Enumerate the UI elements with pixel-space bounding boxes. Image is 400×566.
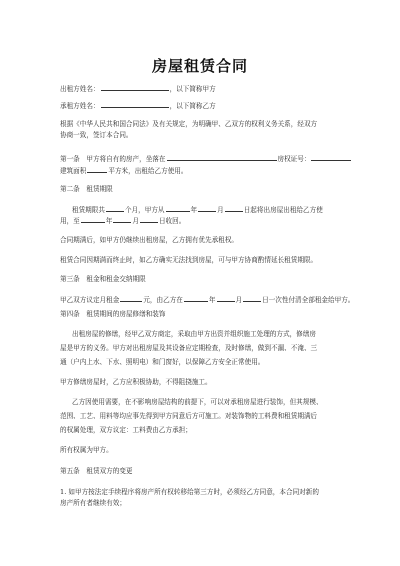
- term-text-d: 月: [217, 206, 224, 214]
- article-4-para-1-line-3: 通（户内上水、下水、照明电）和门窗好，以保障乙方安全正常使用。: [60, 358, 265, 366]
- article-3-para-1: [60, 294, 354, 305]
- lessor-line: [60, 83, 216, 94]
- pay-year-blank[interactable]: [184, 294, 208, 302]
- pay-month-blank[interactable]: [217, 294, 235, 302]
- article-4-heading: 第四条 租赁期间的房屋修缮和装饰: [60, 310, 166, 318]
- lessor-name-blank[interactable]: [101, 83, 169, 91]
- area-blank[interactable]: [87, 165, 107, 173]
- end-day-blank[interactable]: [140, 215, 158, 223]
- article-4-para-1-line-2: 屋是甲方的义务。甲方对出租房屋及其设备应定期检查，及时修缮，做到不漏、不淹、三: [60, 344, 318, 352]
- intro-line-1: 根据《中华人民共和国合同法》及有关规定，为明确甲、乙双方的权利义务关系，经双方: [60, 120, 318, 128]
- rent-text-d: 月: [235, 296, 243, 304]
- start-month-blank[interactable]: [198, 204, 216, 212]
- lessor-suffix: ，以下简称甲方: [169, 85, 216, 93]
- intro-line-2: 协商一致，签订本合同。: [60, 131, 133, 139]
- article-2-para-1-line-2: [60, 215, 185, 226]
- article-4-para-1-line-1: 出租房屋的修缮，经甲乙双方商定，采取由甲方出资并组织施工处理的方式，修缮房: [72, 330, 316, 338]
- address-blank[interactable]: [167, 153, 277, 161]
- area-suffix: 平方米，出租给乙方使用。: [108, 167, 188, 175]
- term-text-f: 用，至: [60, 217, 80, 225]
- rent-text-e: 日一次性付清全部租金给甲方。: [262, 296, 355, 304]
- lessee-name-blank[interactable]: [101, 100, 169, 108]
- term-text-e: 日起将出房屋出租给乙方使: [243, 206, 323, 214]
- term-text-h: 月: [132, 217, 139, 225]
- article-2-para-3: 租赁合同因期满而终止时，如乙方确实无法找到房屋，可与甲方协商酌情延长租赁期限。: [60, 256, 318, 264]
- article-5-heading: 第五条 租赁双方的变更: [60, 467, 133, 475]
- lessor-label: 出租方姓名：: [60, 85, 100, 93]
- term-text-b: 个月，甲方从: [124, 206, 165, 214]
- start-day-blank[interactable]: [225, 204, 243, 212]
- cert-label: 房权证号：: [277, 155, 311, 163]
- article-2-para-1-line-1: [72, 204, 323, 215]
- article-2-heading: 第二条 租赁期限: [60, 185, 113, 193]
- article-4-para-2: 甲方修缮房屋时，乙方应积极协助，不得阻挠施工。: [60, 378, 212, 386]
- article-3-heading: 第三条 租金和租金交纳期限: [60, 275, 146, 283]
- term-text-c: 年: [190, 206, 198, 214]
- months-blank[interactable]: [106, 204, 124, 212]
- article-5-para-1-line-2: 房产所有者继续有效；: [60, 499, 126, 507]
- area-label: 建筑面积: [60, 167, 87, 175]
- article-1-text: 第一条 甲方将自有的房产，坐落在: [60, 155, 166, 163]
- rent-text-c: 年: [208, 296, 216, 304]
- article-1-line-2: [60, 165, 188, 176]
- article-4-para-3-line-2: 范围、工艺、用料等均应事先得到甲方同意后方可施工。对装饰物的工料费和租赁期满后: [60, 412, 318, 420]
- cert-blank[interactable]: [311, 153, 351, 161]
- end-year-blank[interactable]: [81, 215, 105, 223]
- article-4-para-3-line-3: 的权属处理，双方议定：工料费由乙方承担；: [60, 426, 192, 434]
- pay-day-blank[interactable]: [243, 294, 261, 302]
- lessee-suffix: ，以下简称乙方: [169, 102, 216, 110]
- article-4-para-3-line-1: 乙方因使用需要，在不影响房屋结构的前提下，可以对承租房屋进行装饰，但其规模、: [72, 398, 323, 406]
- term-text-g: 年: [105, 217, 113, 225]
- start-year-blank[interactable]: [166, 204, 190, 212]
- end-month-blank[interactable]: [113, 215, 131, 223]
- article-5-para-1-line-1: 1. 如甲方按法定手续程序将房产所有权转移给第三方时，必须经乙方同意，本合同对新的: [60, 488, 319, 496]
- rent-text-b: 元，由乙方在: [143, 296, 183, 304]
- lessee-label: 承租方姓名：: [60, 102, 100, 110]
- article-1-line-1: [60, 153, 352, 164]
- lessee-line: [60, 100, 216, 111]
- article-2-para-2: 合同期满后，如甲方仍继续出租房屋，乙方拥有优先承租权。: [60, 236, 239, 244]
- article-4-para-4: 所有权属为甲方。: [60, 446, 113, 454]
- rent-amount-blank[interactable]: [120, 294, 142, 302]
- term-text-i: 日收回。: [158, 217, 186, 225]
- page-title: 房屋租赁合同: [151, 57, 248, 75]
- term-text-a: 租赁期限共: [72, 206, 105, 214]
- rent-text-a: 甲乙双方议定月租金: [60, 296, 120, 304]
